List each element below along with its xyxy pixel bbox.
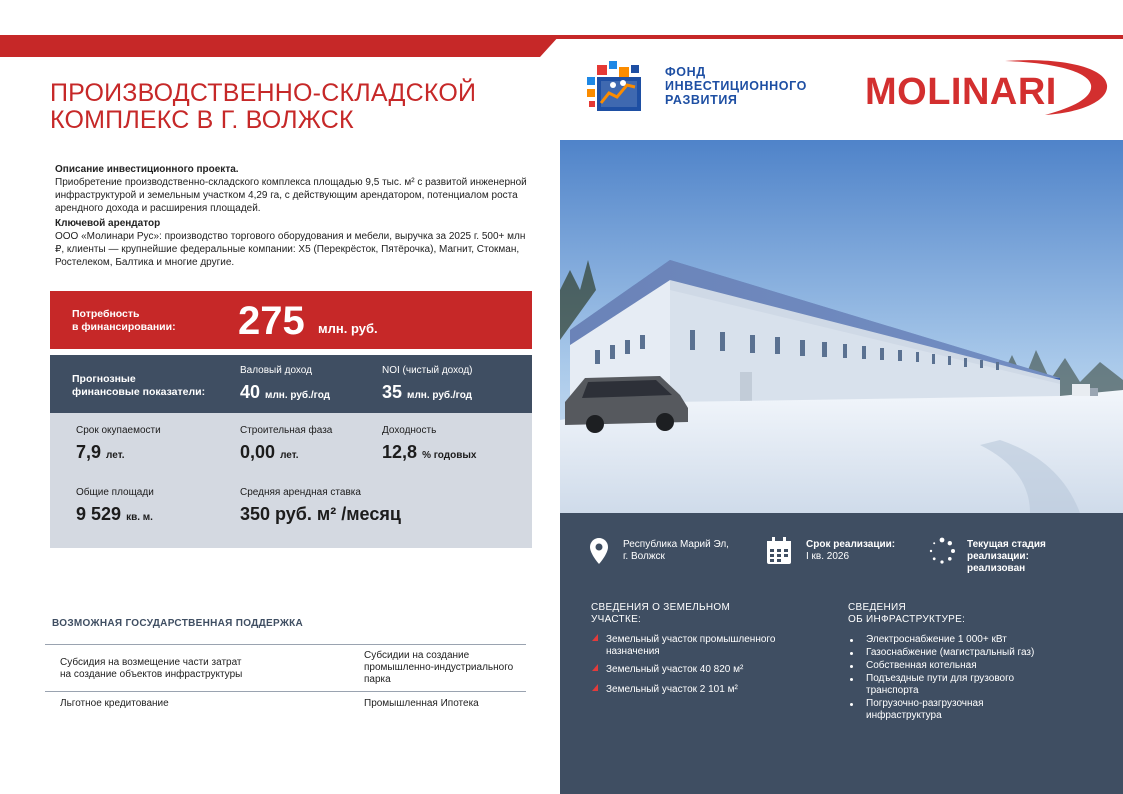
infra-item5-line2: инфраструктура bbox=[866, 710, 942, 721]
financing-value: 275 bbox=[238, 299, 305, 343]
payback-unit: лет. bbox=[106, 450, 125, 461]
infra-title-line1: СВЕДЕНИЯ bbox=[848, 602, 907, 613]
fund-line-3: РАЗВИТИЯ bbox=[665, 93, 738, 107]
support-row1-c2-line1: Субсидии на создание bbox=[364, 650, 470, 661]
location-line1: Республика Марий Эл, bbox=[623, 539, 729, 550]
molinari-logo bbox=[855, 57, 1115, 117]
forecast-label-line1: Прогнозные bbox=[72, 373, 136, 385]
loading-spinner-icon bbox=[928, 537, 956, 565]
support-title: ВОЗМОЖНАЯ ГОСУДАРСТВЕННАЯ ПОДДЕРЖКА bbox=[52, 618, 304, 629]
stage-line1: Текущая стадия bbox=[967, 539, 1046, 550]
molinari-wordmark: MOLINARI bbox=[865, 71, 1057, 113]
land-item1-line1: Земельный участок промышленного bbox=[606, 634, 776, 645]
description-heading: Описание инвестиционного проекта. bbox=[55, 164, 239, 175]
gross-unit: млн. руб./год bbox=[265, 390, 331, 401]
location-pin-icon bbox=[590, 538, 608, 564]
info-panel bbox=[560, 513, 1123, 794]
infra-item5-line1: Погрузочно-разгрузочная bbox=[866, 698, 984, 709]
support-row2-c2: Промышленная Ипотека bbox=[364, 698, 479, 709]
stats-box bbox=[50, 413, 532, 548]
stat-rent bbox=[240, 486, 401, 525]
payback-caption: Срок окупаемости bbox=[76, 425, 161, 436]
bullet-dot-icon bbox=[850, 665, 853, 668]
support-row1-c1-line1: Субсидия на возмещение части затрат bbox=[60, 657, 242, 668]
construction-caption: Строительная фаза bbox=[240, 425, 333, 436]
fund-line-1: ФОНД bbox=[665, 65, 706, 79]
area-unit: кв. м. bbox=[126, 512, 153, 523]
stage-value: реализован bbox=[967, 563, 1026, 574]
bullet-triangle-icon bbox=[592, 684, 598, 691]
bullet-triangle-icon bbox=[592, 634, 598, 641]
page-title: ПРОИЗВОДСТВЕННО-СКЛАДСКОЙ КОМПЛЕКС В Г. ВОЛЖСК bbox=[50, 79, 477, 134]
description-text: Приобретение производственно-складского комплекса площадью 9,5 тыс. м² с развитой инженерной инфраструктурой и земельным участком 4,29 га, с действующим арендатором, потенциалом роста арендного дохода и расширения площадей. bbox=[55, 177, 527, 214]
support-table bbox=[45, 644, 526, 715]
area-value: 9 529 bbox=[76, 504, 122, 524]
location-line2: г. Волжск bbox=[623, 551, 665, 562]
noi-unit: млн. руб./год bbox=[407, 390, 473, 401]
stat-construction bbox=[240, 424, 332, 463]
land-item: Земельный участок 2 101 м² bbox=[606, 684, 738, 695]
forecast-label bbox=[72, 373, 205, 399]
term-value: I кв. 2026 bbox=[806, 551, 850, 562]
noi-value: 35 bbox=[382, 382, 403, 402]
tenant-text: ООО «Молинари Рус»: производство торгового оборудования и мебели, выручка за 2025 г. 500+ млн ₽, клиенты — крупнейшие федеральные компании: X5 (Перекрёсток, Пятёрочка), Магнит, Стокман, Ростелеком, Балтика и многие другие. bbox=[55, 231, 526, 268]
infra-item4-line2: транспорта bbox=[866, 685, 919, 696]
financing-unit: млн. руб. bbox=[318, 321, 378, 336]
financing-need-label bbox=[72, 308, 176, 334]
support-row1-c2-line2: промышленно-индустриального bbox=[364, 662, 514, 673]
project-description bbox=[55, 163, 530, 269]
stage-text bbox=[967, 539, 1046, 575]
calendar-icon bbox=[766, 537, 792, 565]
gross-value: 40 bbox=[240, 382, 261, 402]
infra-item bbox=[866, 698, 984, 722]
fund-logo-icon bbox=[583, 55, 647, 119]
forecast-label-line2: финансовые показатели: bbox=[72, 386, 206, 398]
partner-logos bbox=[565, 45, 1123, 140]
infra-item4-line1: Подъездные пути для грузового bbox=[866, 673, 1015, 684]
area-caption: Общие площади bbox=[76, 487, 154, 498]
bullet-dot-icon bbox=[850, 652, 853, 655]
tenant-heading: Ключевой арендатор bbox=[55, 218, 161, 229]
bullet-dot-icon bbox=[850, 678, 853, 681]
noi-caption: NOI (чистый доход) bbox=[382, 365, 473, 376]
support-row2-c1: Льготное кредитование bbox=[60, 698, 169, 709]
forecast-box bbox=[50, 355, 532, 413]
land-item bbox=[606, 634, 775, 658]
yield-caption: Доходность bbox=[382, 425, 437, 436]
land-title-line1: СВЕДЕНИЯ О ЗЕМЕЛЬНОМ bbox=[591, 602, 731, 613]
fund-line-2: ИНВЕСТИЦИОННОГО bbox=[665, 79, 807, 93]
infra-item bbox=[866, 673, 1014, 697]
infra-item: Газоснабжение (магистральный газ) bbox=[866, 647, 1035, 658]
support-row bbox=[45, 691, 526, 715]
term-text bbox=[806, 539, 895, 563]
land-item: Земельный участок 40 820 м² bbox=[606, 664, 744, 675]
payback-value: 7,9 bbox=[76, 442, 102, 462]
top-red-stripe bbox=[0, 35, 560, 57]
stat-yield bbox=[382, 424, 476, 463]
building-photo bbox=[560, 140, 1123, 513]
bullet-triangle-icon bbox=[592, 664, 598, 671]
stat-payback bbox=[76, 424, 161, 463]
financing-need-box bbox=[50, 291, 532, 349]
support-row1-c1-line2: на создание объектов инфраструктуры bbox=[60, 669, 243, 680]
stage-line2: реализации: bbox=[967, 551, 1029, 562]
gross-caption: Валовый доход bbox=[240, 365, 312, 376]
top-red-line bbox=[540, 35, 1123, 39]
term-label: Срок реализации: bbox=[806, 539, 896, 550]
land-item1-line2: назначения bbox=[606, 646, 660, 657]
land-section-title bbox=[591, 602, 730, 626]
land-title-line2: УЧАСТКЕ: bbox=[591, 614, 642, 625]
rent-value: 350 руб. м² /месяц bbox=[240, 504, 401, 524]
yield-value: 12,8 bbox=[382, 442, 418, 462]
financing-label-line1: Потребность bbox=[72, 308, 140, 320]
gross-income bbox=[240, 364, 330, 403]
infra-section-title bbox=[848, 602, 965, 626]
infra-item: Собственная котельная bbox=[866, 660, 977, 671]
yield-unit: % годовых bbox=[422, 450, 477, 461]
bullet-dot-icon bbox=[850, 639, 853, 642]
construction-value: 0,00 bbox=[240, 442, 276, 462]
financing-label-line2: в финансировании: bbox=[72, 321, 176, 333]
stat-area bbox=[76, 486, 154, 525]
construction-unit: лет. bbox=[280, 450, 299, 461]
bullet-dot-icon bbox=[850, 703, 853, 706]
infra-title-line2: ОБ ИНФРАСТРУКТУРЕ: bbox=[848, 614, 966, 625]
rent-caption: Средняя арендная ставка bbox=[240, 487, 361, 498]
fund-logo-text bbox=[665, 65, 807, 107]
noi-income bbox=[382, 364, 473, 403]
location-text bbox=[623, 539, 729, 563]
infra-item: Электроснабжение 1 000+ кВт bbox=[866, 634, 1007, 645]
support-row bbox=[45, 644, 526, 691]
support-row1-c2-line3: парка bbox=[364, 674, 391, 685]
